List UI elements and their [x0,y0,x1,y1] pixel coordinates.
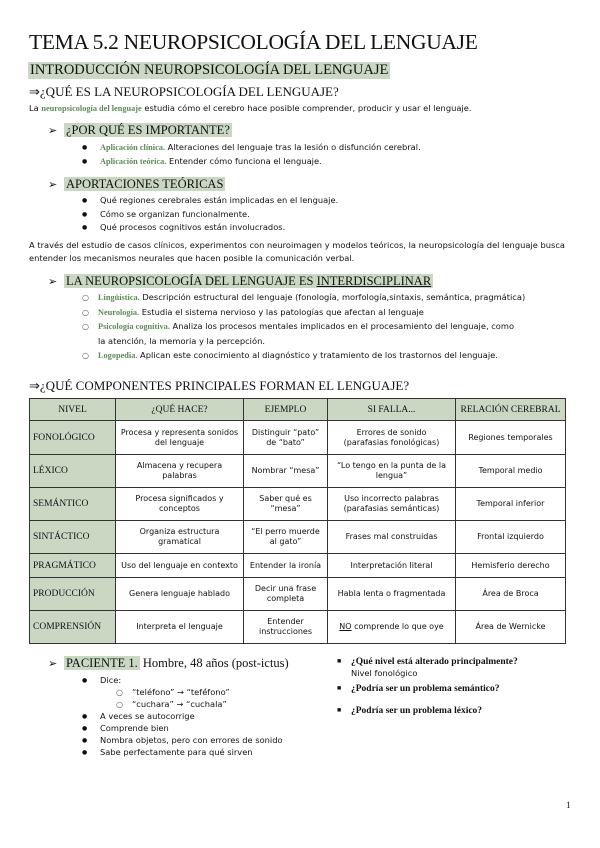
table-row [30,421,566,455]
page-title: TEMA 5.2 NEUROPSICOLOGÍA DEL LENGUAJE [29,30,478,54]
table-cell: Almacena y recupera palabras [116,455,244,488]
arrow-bullet-icon: ➢ [48,276,58,288]
level-cell: PRODUCCIÓN [30,578,116,611]
table-cell: NO comprende lo que oye [328,611,456,644]
table-cell: Uso del lenguaje en contexto [116,554,244,578]
column-header: RELACIÓN CEREBRAL [456,399,566,421]
column-header: SI FALLA... [328,399,456,421]
table-cell: Errores de sonido (parafasias fonológicas) [328,421,456,455]
question-item: ■ ¿Podría ser un problema léxico? [337,706,518,716]
question-item: ■ ¿Qué nivel está alterado principalmente? [337,657,518,667]
table-cell: Entender instrucciones [244,611,328,644]
key-term: neuropsicología del lenguaje [41,104,142,113]
list-item: ● Aplicación teórica. Entender cómo funciona el lenguaje. [82,156,421,170]
list-item: ○ Neurología. Estudia el sistema nervioso y las patologías que afectan al lenguaje [82,307,525,322]
question-heading-1 [29,84,339,100]
table-cell: Uso incorrecto palabras (parafasias semánticas) [328,488,456,521]
page-number: 1 [566,800,571,810]
list-item: ● Qué regiones cerebrales están implicadas en el lenguaje. [82,195,338,209]
level-cell: SEMÁNTICO [30,488,116,521]
table-cell: Habla lenta o fragmentada [328,578,456,611]
level-cell: FONOLÓGICO [30,421,116,455]
table-cell: Interpreta el lenguaje [116,611,244,644]
column-header: NIVEL [30,399,116,421]
column-header: EJEMPLO [244,399,328,421]
table-row [30,455,566,488]
table-cell: Nombrar “mesa” [244,455,328,488]
table-cell: Decir una frase completa [244,578,328,611]
table-cell: Procesa significados y conceptos [116,488,244,521]
interdisciplinary-heading: ➢ LA NEUROPSICOLOGÍA DEL LENGUAJE ES INTERDISCIPLINAR [48,274,432,288]
list-item: ● Nombra objetos, pero con errores de sonido [82,735,283,747]
level-cell: SINTÁCTICO [30,521,116,554]
table-row [30,554,566,578]
question-text: ¿QUÉ COMPONENTES PRINCIPALES FORMAN EL LENGUAJE? [39,378,410,393]
list-item: ● A veces se autocorrige [82,711,283,723]
list-item: ● Sabe perfectamente para qué sirven [82,747,283,759]
arrow-bullet-icon: ➢ [48,179,58,191]
table-cell: Temporal inferior [456,488,566,521]
table-cell: Procesa y representa sonidos del lenguaje [116,421,244,455]
table-cell: Temporal medio [456,455,566,488]
list-item: ● Comprende bien [82,723,283,735]
question-text: ¿QUÉ ES LA NEUROPSICOLOGÍA DEL LENGUAJE? [39,84,339,99]
table-cell: Regiones temporales [456,421,566,455]
list-item: ○ “cuchara” → “cuchala” [82,699,283,711]
column-header: ¿QUÉ HACE? [116,399,244,421]
table-header-row [30,399,566,421]
table-cell: Frases mal construidas [328,521,456,554]
question-heading-2 [29,378,409,394]
implies-arrow: ⇒ [29,84,40,99]
section-subtitle: INTRODUCCIÓN NEUROPSICOLOGÍA DEL LENGUAJE [30,62,389,78]
contributions-heading: ➢ APORTACIONES TEÓRICAS [48,177,224,191]
table-row [30,578,566,611]
level-cell: PRAGMÁTICO [30,554,116,578]
patient-list [82,675,283,759]
question-item: ■ ¿Podría ser un problema semántico? [337,684,518,694]
summary-paragraph: A través del estudio de casos clínicos, experimentos con neuroimagen y modelos teóricos, la neuropsicología del lenguaje busca entender los mecanismos neurales que hacen posible la comunicación verbal. [29,240,565,263]
table-cell: Entender la ironía [244,554,328,578]
list-item-continuation: la atención, la memoria y la percepción. [98,335,265,346]
components-table [29,398,566,644]
level-cell: LÉXICO [30,455,116,488]
list-item: ○ Logopedia. Aplican este conocimiento al diagnóstico y tratamiento de los trastornos del lenguaje. [82,350,525,365]
table-cell: Distinguir “pato” de “bato” [244,421,328,455]
table-row [30,611,566,644]
list-item: ● Aplicación clínica. Alteraciones del lenguaje tras la lesión o disfunción cerebral. [82,142,421,156]
arrow-bullet-icon: ➢ [48,658,58,670]
table-cell: Genera lenguaje hablado [116,578,244,611]
importance-list [82,142,421,170]
table-cell: Hemisferio derecho [456,554,566,578]
table-cell: Interpretación literal [328,554,456,578]
patient-heading: ➢ PACIENTE 1. Hombre, 48 años (post-ictus) [48,656,289,670]
list-item: ● Qué procesos cognitivos están involucrados. [82,222,338,236]
list-item: ○ Lingüística. Descripción estructural del lenguaje (fonología, morfología,sintaxis, semántica, pragmática) [82,292,525,307]
disciplines-list [82,292,525,365]
list-item: ○ Psicología cognitiva. Analiza los procesos mentales implicados en el procesamiento del lenguaje, como [82,321,525,336]
table-cell: Organiza estructura gramatical [116,521,244,554]
table-cell: Saber qué es “mesa” [244,488,328,521]
contributions-list [82,195,338,236]
level-cell: COMPRENSIÓN [30,611,116,644]
table-cell: “El perro muerde al gato” [244,521,328,554]
table-cell: Área de Broca [456,578,566,611]
answer-text: Nivel fonológico [351,668,418,678]
patient-questions [337,657,518,716]
list-item: ● Cómo se organizan funcionalmente. [82,209,338,223]
table-row [30,488,566,521]
table-cell: Área de Wernicke [456,611,566,644]
intro-sentence: La neuropsicología del lenguaje estudia cómo el cerebro hace posible comprender, producir y usar el lenguaje. [29,103,472,113]
arrow-bullet-icon: ➢ [48,125,58,137]
table-cell: Frontal izquierdo [456,521,566,554]
importance-heading: ➢ ¿POR QUÉ ES IMPORTANTE? [48,123,230,137]
implies-arrow: ⇒ [29,378,40,393]
list-item: ○ “teléfono” → “tefé́fono” [82,687,283,699]
list-item: ● Dice: [82,675,283,687]
table-cell: “Lo tengo en la punta de la lengua” [328,455,456,488]
table-row [30,521,566,554]
